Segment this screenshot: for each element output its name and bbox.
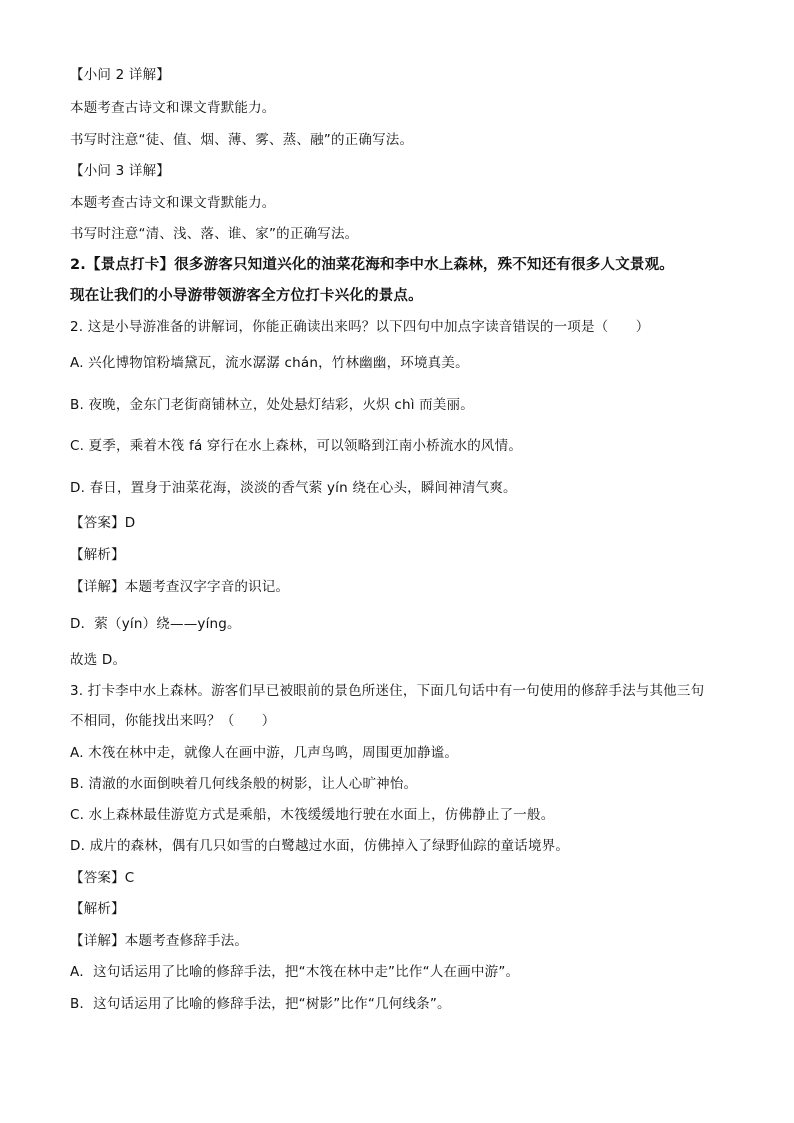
option-a: A. 木筏在林中走，就像人在画中游，几声鸟鸣，周围更加静谧。 (70, 745, 459, 761)
question-stem: 2. 这是小导游准备的讲解词，你能正确读出来吗？以下四句中加点字读音错误的一项是（ ） (70, 319, 650, 335)
text-line: 本题考查古诗文和课文背默能力。 (70, 195, 276, 211)
analysis-label: 【解析】 (70, 901, 125, 917)
option-b: B. 夜晚，金东门老街商铺林立，处处悬灯结彩，火炽 chì 而美丽。 (70, 397, 474, 413)
analysis-label: 【解析】 (70, 547, 125, 563)
question-heading: 2.【景点打卡】很多游客只知道兴化的油菜花海和李中水上森林，殊不知还有很多人文景观。 (70, 257, 674, 273)
text-line: 书写时注意“清、浅、落、谁、家”的正确写法。 (70, 226, 359, 242)
text-line: 书写时注意“徒、值、烟、薄、雾、蒸、融”的正确写法。 (70, 132, 414, 148)
section-heading-q3: 【小问 3 详解】 (70, 163, 170, 179)
detail-text: D．萦（yín）绕——yíng。 (70, 616, 241, 632)
detail-text: 故选 D。 (70, 652, 127, 668)
detail-text: A．这句话运用了比喻的修辞手法，把“木筏在林中走”比作“人在画中游”。 (70, 964, 520, 980)
option-d: D. 成片的森林，偶有几只如雪的白鹭越过水面，仿佛掉入了绿野仙踪的童话境界。 (70, 838, 570, 854)
question-heading: 现在让我们的小导游带领游客全方位打卡兴化的景点。 (70, 288, 423, 304)
answer-label: 【答案】C (70, 870, 135, 886)
section-heading-q2: 【小问 2 详解】 (70, 67, 170, 83)
text-line: 本题考查古诗文和课文背默能力。 (70, 100, 276, 116)
option-c: C. 水上森林最佳游览方式是乘船，木筏缓缓地行驶在水面上，仿佛静止了一般。 (70, 807, 555, 823)
detail-text: 【详解】本题考查汉字字音的识记。 (70, 579, 290, 595)
option-b: B. 清澈的水面倒映着几何线条般的树影，让人心旷神怡。 (70, 776, 418, 792)
question-stem: 3. 打卡李中水上森林。游客们早已被眼前的景色所迷住，下面几句话中有一句使用的修辞手法与其他三句 (70, 683, 705, 699)
option-a: A. 兴化博物馆粉墙黛瓦，流水潺潺 chán，竹林幽幽，环境真美。 (70, 355, 469, 371)
answer-label: 【答案】D (70, 515, 136, 531)
option-c: C. 夏季，乘着木筏 fá 穿行在水上森林，可以领略到江南小桥流水的风情。 (70, 438, 523, 454)
detail-text: B．这句话运用了比喻的修辞手法，把“树影”比作“几何线条”。 (70, 996, 451, 1012)
detail-text: 【详解】本题考查修辞手法。 (70, 933, 249, 949)
question-stem: 不相同，你能找出来吗？（ ） (70, 713, 276, 729)
option-d: D. 春日，置身于油菜花海，淡淡的香气萦 yín 绕在心头，瞬间神清气爽。 (70, 480, 517, 496)
